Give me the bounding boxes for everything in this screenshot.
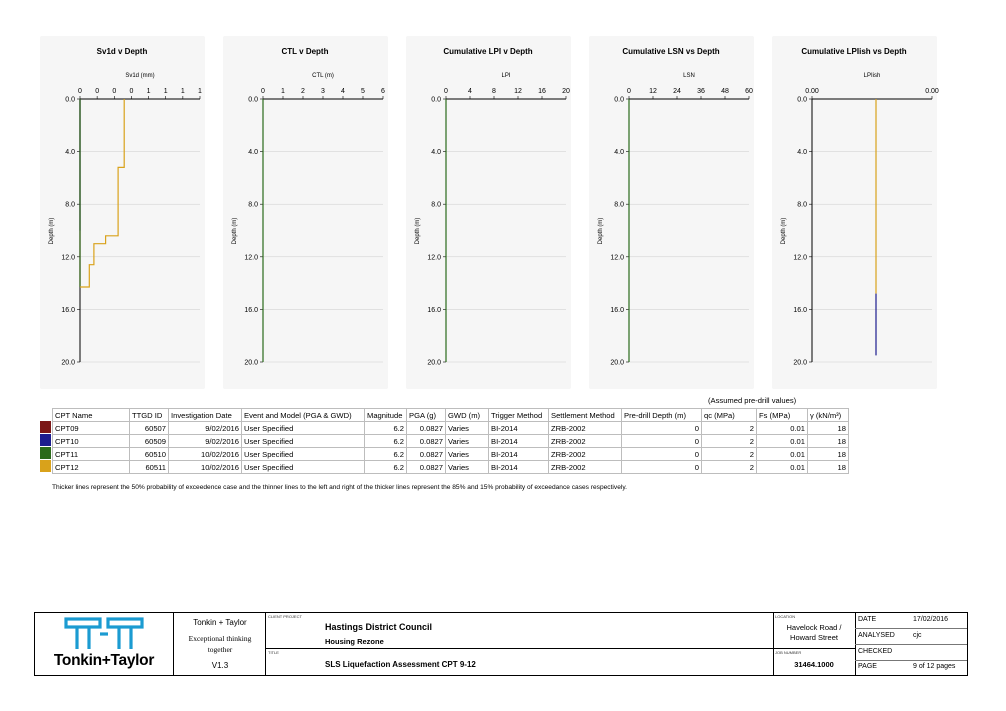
- y-tick-label: 8.0: [65, 201, 75, 209]
- x-tick-label: 0: [627, 88, 631, 95]
- cell-cpt-name: CPT09: [53, 422, 130, 435]
- page-label: PAGE: [858, 663, 877, 670]
- job-number-label: JOB NUMBER: [775, 650, 802, 655]
- col-header: Fs (MPa): [757, 409, 808, 422]
- y-tick-label: 16.0: [793, 306, 807, 314]
- chart-panel-lpiish: [772, 36, 937, 389]
- location-label: LOCATION: [775, 614, 796, 619]
- cell-fs: 0.01: [757, 448, 808, 461]
- cell-date: 9/02/2016: [169, 435, 242, 448]
- lsn-chart: [589, 36, 754, 389]
- y-tick-label: 0.0: [797, 96, 807, 104]
- client-project-label: CLIENT PROJECT: [268, 614, 302, 619]
- x-tick-label: 20: [562, 88, 570, 95]
- logo-wordmark: Tonkin+Taylor: [53, 652, 155, 669]
- drawing-title: SLS Liquefaction Assessment CPT 9-12: [325, 660, 476, 669]
- y-axis-label: Depth (m): [232, 217, 238, 245]
- x-tick-label: 1: [163, 88, 168, 95]
- cell-qc: 2: [702, 461, 757, 474]
- chart-footnote: Thicker lines represent the 50% probability of exceedence case and the thinner lines to the left and right of the thicker lines represent the 85% and 15% probability of exceedance cases respectively.: [52, 484, 627, 491]
- cell-date: 10/02/2016: [169, 448, 242, 461]
- cell-trigger: BI-2014: [489, 435, 549, 448]
- cell-cpt-name: CPT11: [53, 448, 130, 461]
- x-tick-label: 4: [341, 88, 345, 95]
- cell-pga: 0.0827: [407, 435, 446, 448]
- table-row: [53, 435, 849, 448]
- client-name: Hastings District Council: [325, 622, 433, 632]
- cell-gamma: 18: [808, 461, 849, 474]
- date-label: DATE: [858, 616, 877, 623]
- x-tick-label: 16: [538, 88, 546, 95]
- x-tick-label: 4: [468, 88, 472, 95]
- y-tick-label: 12.0: [244, 254, 258, 262]
- chart-panel-sv1d: [40, 36, 205, 389]
- chart-panel-lpi: [406, 36, 571, 389]
- y-tick-label: 12.0: [427, 254, 441, 262]
- location-line-2: Howard Street: [790, 633, 838, 642]
- y-tick-label: 16.0: [610, 306, 624, 314]
- y-axis-label: Depth (m): [415, 217, 421, 245]
- y-tick-label: 8.0: [248, 201, 258, 209]
- cell-gamma: 18: [808, 422, 849, 435]
- x-tick-label: 0: [112, 88, 117, 95]
- col-header: PGA (g): [407, 409, 446, 422]
- chart-title: Cumulative LPI v Depth: [443, 47, 533, 56]
- x-axis-label: LSN: [683, 73, 695, 79]
- cell-qc: 2: [702, 422, 757, 435]
- cell-predrill: 0: [622, 461, 702, 474]
- company-logo: [35, 613, 173, 675]
- y-tick-label: 12.0: [793, 254, 807, 262]
- cell-date: 10/02/2016: [169, 461, 242, 474]
- x-tick-label: 3: [321, 88, 325, 95]
- ctl-chart: [223, 36, 388, 389]
- y-tick-label: 0.0: [248, 96, 258, 104]
- cell-gamma: 18: [808, 435, 849, 448]
- project-name: Housing Rezone: [325, 637, 384, 646]
- legend-swatch-cpt11: [40, 447, 51, 459]
- col-header: GWD (m): [446, 409, 489, 422]
- x-axis-label: LPI: [501, 73, 511, 79]
- x-tick-label: 0: [261, 88, 265, 95]
- cell-magnitude: 6.2: [365, 435, 407, 448]
- assumed-values-note: (Assumed pre-drill values): [708, 396, 797, 405]
- col-header: qc (MPa): [702, 409, 757, 422]
- x-tick-label: 8: [492, 88, 496, 95]
- cell-event-model: User Specified: [242, 435, 365, 448]
- company-tagline-2: together: [207, 645, 233, 654]
- chart-title: CTL v Depth: [281, 47, 329, 56]
- cell-trigger: BI-2014: [489, 461, 549, 474]
- cell-pga: 0.0827: [407, 448, 446, 461]
- y-tick-label: 0.0: [614, 96, 624, 104]
- lpi-chart: [406, 36, 571, 389]
- y-tick-label: 4.0: [614, 149, 624, 157]
- y-tick-label: 20.0: [244, 359, 258, 367]
- col-header: Magnitude: [365, 409, 407, 422]
- cell-trigger: BI-2014: [489, 448, 549, 461]
- chart-panel-ctl: [223, 36, 388, 389]
- cell-magnitude: 6.2: [365, 461, 407, 474]
- cell-cpt-name: CPT12: [53, 461, 130, 474]
- cell-ttgd-id: 60507: [130, 422, 169, 435]
- table-row: [53, 461, 849, 474]
- lpiish-chart: [772, 36, 937, 389]
- y-tick-label: 8.0: [614, 201, 624, 209]
- cell-settlement: ZRB-2002: [549, 435, 622, 448]
- x-tick-label: 60: [745, 88, 753, 95]
- col-header: TTGD ID: [130, 409, 169, 422]
- cell-event-model: User Specified: [242, 461, 365, 474]
- y-tick-label: 12.0: [61, 254, 75, 262]
- cell-ttgd-id: 60511: [130, 461, 169, 474]
- x-tick-label: 6: [381, 88, 385, 95]
- x-tick-label: 0.00: [805, 88, 819, 95]
- cell-pga: 0.0827: [407, 461, 446, 474]
- tt-logo-icon: [64, 616, 144, 652]
- x-tick-label: 0: [444, 88, 448, 95]
- y-tick-label: 4.0: [797, 149, 807, 157]
- col-header: Pre-drill Depth (m): [622, 409, 702, 422]
- page-value: 9 of 12 pages: [913, 663, 956, 670]
- x-tick-label: 24: [673, 88, 681, 95]
- table-row: [53, 422, 849, 435]
- cell-magnitude: 6.2: [365, 422, 407, 435]
- y-tick-label: 16.0: [244, 306, 258, 314]
- chart-title: Sv1d v Depth: [96, 47, 148, 56]
- cell-settlement: ZRB-2002: [549, 422, 622, 435]
- cell-magnitude: 6.2: [365, 448, 407, 461]
- cell-event-model: User Specified: [242, 448, 365, 461]
- x-tick-label: 12: [514, 88, 522, 95]
- sv1d-chart: [40, 36, 205, 389]
- x-tick-label: 0.00: [925, 88, 939, 95]
- template-version: V1.3: [211, 661, 229, 670]
- x-tick-label: 36: [697, 88, 705, 95]
- cell-date: 9/02/2016: [169, 422, 242, 435]
- cell-gwd: Varies: [446, 435, 489, 448]
- cell-qc: 2: [702, 448, 757, 461]
- title-block: [34, 612, 968, 676]
- x-tick-label: 0: [78, 88, 82, 95]
- company-tagline-1: Exceptional thinking: [188, 634, 252, 643]
- col-header: Investigation Date: [169, 409, 242, 422]
- analysed-label: ANALYSED: [858, 632, 895, 639]
- checked-label: CHECKED: [858, 648, 893, 655]
- table-row: [53, 448, 849, 461]
- y-tick-label: 4.0: [431, 149, 441, 157]
- cell-settlement: ZRB-2002: [549, 448, 622, 461]
- col-header: CPT Name: [53, 409, 130, 422]
- chart-title: Cumulative LPIish vs Depth: [801, 47, 907, 56]
- company-name: Tonkin + Taylor: [193, 618, 247, 627]
- y-tick-label: 8.0: [431, 201, 441, 209]
- x-axis-label: CTL (m): [312, 73, 334, 79]
- title-label: TITLE: [268, 650, 279, 655]
- x-tick-label: 1: [146, 88, 151, 95]
- col-header: Trigger Method: [489, 409, 549, 422]
- x-tick-label: 1: [198, 88, 202, 95]
- y-axis-label: Depth (m): [49, 217, 55, 245]
- x-tick-label: 5: [361, 88, 365, 95]
- y-axis-label: Depth (m): [598, 217, 604, 245]
- y-tick-label: 16.0: [61, 306, 75, 314]
- analysed-value: cjc: [913, 632, 922, 639]
- y-tick-label: 20.0: [610, 359, 624, 367]
- cell-ttgd-id: 60509: [130, 435, 169, 448]
- job-number: 31464.1000: [794, 660, 834, 669]
- chart-title: Cumulative LSN vs Depth: [622, 47, 720, 56]
- cell-fs: 0.01: [757, 435, 808, 448]
- chart-panel-lsn: [589, 36, 754, 389]
- legend-swatch-cpt10: [40, 434, 51, 446]
- legend-swatch-cpt12: [40, 460, 51, 472]
- cell-predrill: 0: [622, 435, 702, 448]
- legend-swatch-cpt09: [40, 421, 51, 433]
- y-tick-label: 12.0: [610, 254, 624, 262]
- cell-predrill: 0: [622, 448, 702, 461]
- x-tick-label: 0: [129, 88, 134, 95]
- x-tick-label: 0: [95, 88, 100, 95]
- date-value: 17/02/2016: [913, 616, 949, 623]
- cell-trigger: BI-2014: [489, 422, 549, 435]
- cell-ttgd-id: 60510: [130, 448, 169, 461]
- table-header-row: [53, 409, 849, 422]
- x-tick-label: 12: [649, 88, 657, 95]
- col-header: Settlement Method: [549, 409, 622, 422]
- y-tick-label: 20.0: [793, 359, 807, 367]
- y-tick-label: 4.0: [248, 149, 258, 157]
- x-tick-label: 1: [281, 88, 285, 95]
- y-tick-label: 8.0: [797, 201, 807, 209]
- x-tick-label: 1: [180, 88, 185, 95]
- cell-pga: 0.0827: [407, 422, 446, 435]
- col-header: γ (kN/m³): [808, 409, 849, 422]
- cell-cpt-name: CPT10: [53, 435, 130, 448]
- cell-gwd: Varies: [446, 461, 489, 474]
- col-header: Event and Model (PGA & GWD): [242, 409, 365, 422]
- x-tick-label: 48: [721, 88, 729, 95]
- y-tick-label: 0.0: [431, 96, 441, 104]
- y-axis-label: Depth (m): [781, 217, 787, 245]
- cell-gamma: 18: [808, 448, 849, 461]
- cell-gwd: Varies: [446, 422, 489, 435]
- cell-settlement: ZRB-2002: [549, 461, 622, 474]
- y-tick-label: 20.0: [61, 359, 75, 367]
- x-tick-label: 2: [301, 88, 305, 95]
- x-axis-label: LPIish: [863, 73, 881, 79]
- y-tick-label: 4.0: [65, 149, 75, 157]
- series-line-cpt12: [80, 99, 124, 287]
- cell-qc: 2: [702, 435, 757, 448]
- y-tick-label: 0.0: [65, 96, 75, 104]
- y-tick-label: 20.0: [427, 359, 441, 367]
- cell-predrill: 0: [622, 422, 702, 435]
- cell-gwd: Varies: [446, 448, 489, 461]
- cell-event-model: User Specified: [242, 422, 365, 435]
- y-tick-label: 16.0: [427, 306, 441, 314]
- location-line-1: Havelock Road /: [786, 623, 842, 632]
- results-table: [52, 408, 849, 474]
- cell-fs: 0.01: [757, 422, 808, 435]
- x-axis-label: Sv1d (mm): [125, 73, 155, 79]
- cell-fs: 0.01: [757, 461, 808, 474]
